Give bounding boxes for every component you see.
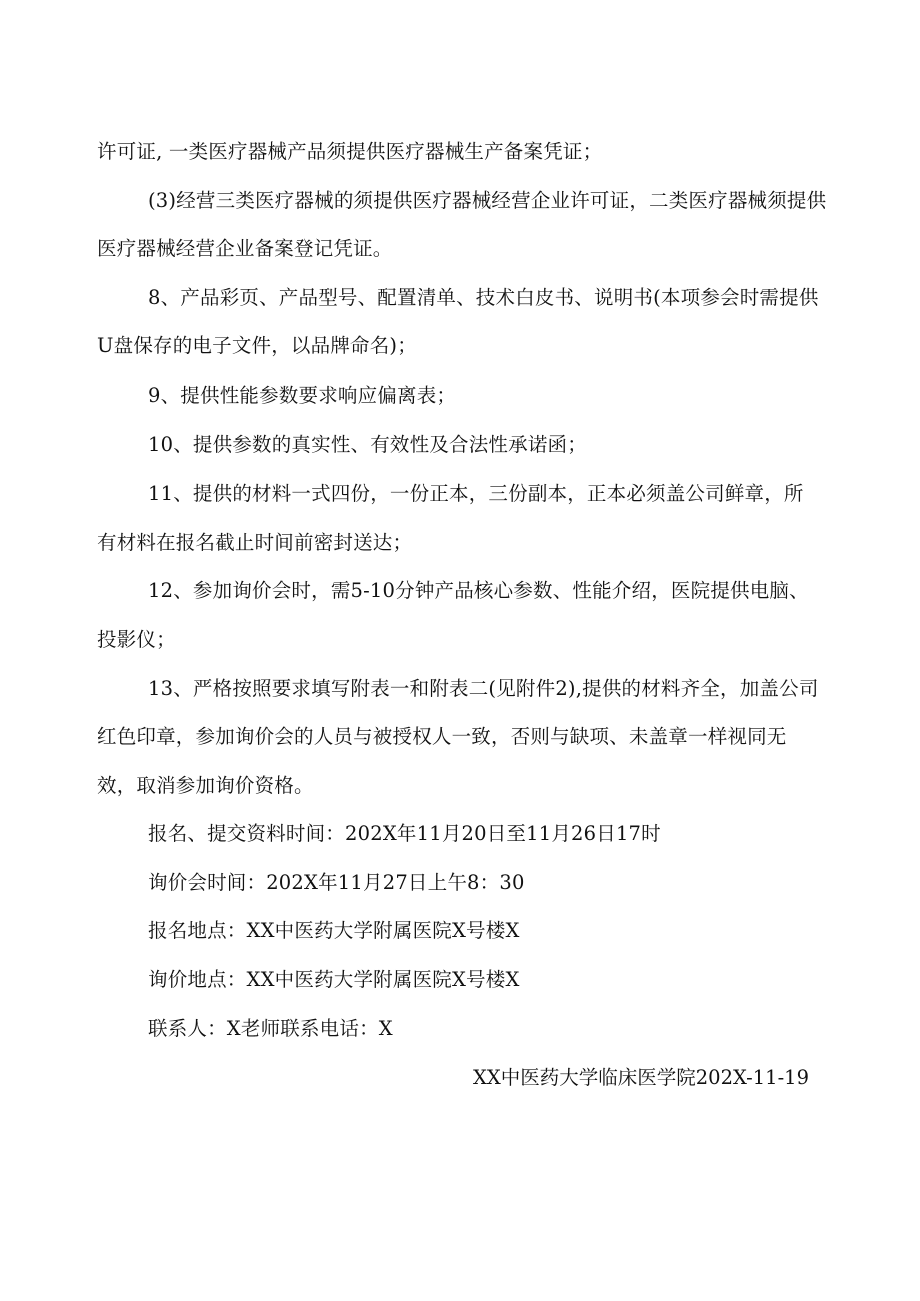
text-line-item-13-continuation-1: 红色印章，参加询价会的人员与被授权人一致，否则与缺项、未盖章一样视同无 bbox=[97, 725, 787, 748]
text-line-item-9: 9、提供性能参数要求响应偏离表； bbox=[148, 384, 457, 407]
registration-time: 报名、提交资料时间：202X年11月20日至11月26日17时 bbox=[148, 822, 661, 845]
text-line-item-8-continuation: U盘保存的电子文件，以品牌命名)； bbox=[97, 334, 417, 357]
text-line-license-continuation: 许可证, 一类医疗器械产品须提供医疗器械生产备案凭证； bbox=[97, 140, 603, 163]
text-line-item-11-continuation: 有材料在报名截止时间前密封送达； bbox=[97, 531, 413, 554]
text-line-item-12-continuation: 投影仪； bbox=[97, 628, 176, 651]
text-line-item-3-continuation: 医疗器械经营企业备案登记凭证。 bbox=[97, 237, 393, 260]
contact-info: 联系人：X老师联系电话：X bbox=[148, 1017, 393, 1040]
text-line-item-12: 12、参加询价会时，需5-10分钟产品核心参数、性能介绍，医院提供电脑、 bbox=[148, 579, 809, 602]
registration-location: 报名地点：XX中医药大学附属医院X号楼X bbox=[148, 919, 520, 942]
text-line-item-13-continuation-2: 效，取消参加询价资格。 bbox=[97, 774, 314, 797]
text-line-item-3: (3)经营三类医疗器械的须提供医疗器械经营企业许可证，二类医疗器械须提供 bbox=[148, 189, 827, 212]
text-line-item-8: 8、产品彩页、产品型号、配置清单、技术白皮书、说明书(本项参会时需提供 bbox=[148, 286, 819, 309]
inquiry-location: 询价地点：XX中医药大学附属医院X号楼X bbox=[148, 968, 520, 991]
text-line-item-10: 10、提供参数的真实性、有效性及合法性承诺函； bbox=[148, 433, 587, 456]
inquiry-meeting-time: 询价会时间：202X年11月27日上午8：30 bbox=[148, 871, 525, 894]
document-signature: XX中医药大学临床医学院202X-11-19 bbox=[473, 1066, 809, 1089]
text-line-item-13: 13、严格按照要求填写附表一和附表二(见附件2),提供的材料齐全，加盖公司 bbox=[148, 677, 819, 700]
text-line-item-11: 11、提供的材料一式四份，一份正本，三份副本，正本必须盖公司鲜章，所 bbox=[148, 482, 804, 505]
